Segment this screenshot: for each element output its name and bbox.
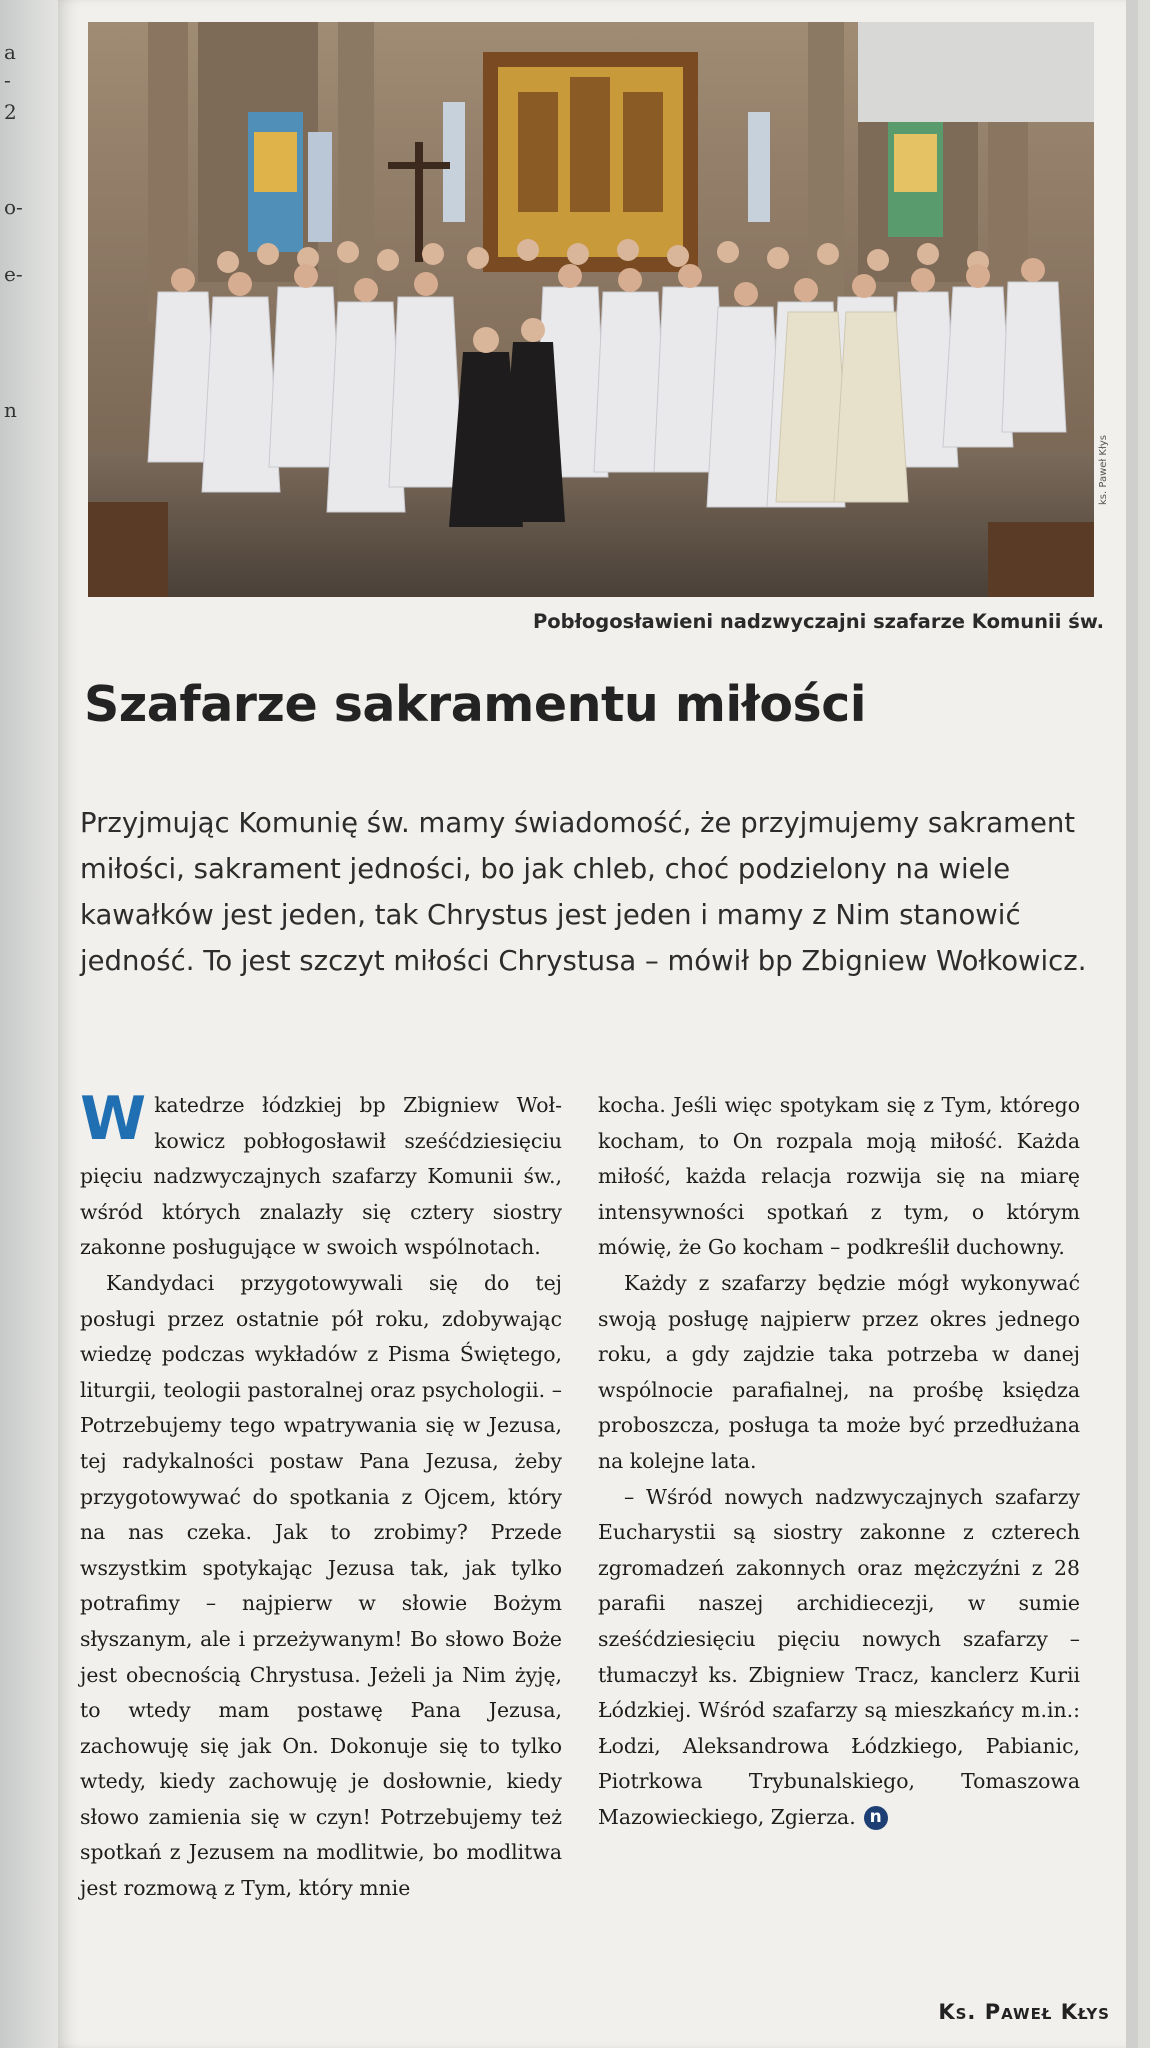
paragraph: kocha. Jeśli więc spotykam się z Tym, którego kocham, to On rozpala moją miłość. Każda miłość, każda relacja rozwija się na miarę intensywności spotkań z tym, o którym mówię, że Go kocham – podkreślił duchowny. bbox=[598, 1093, 1080, 1260]
article-author: Ks. Paweł Kłys bbox=[938, 2000, 1110, 2024]
adjacent-fragment: - bbox=[4, 68, 11, 92]
photo-caption: Pobłogosławieni nadzwyczajni szafarze Komunii św. bbox=[532, 610, 1104, 633]
paragraph-text: – Wśród nowych nadzwyczajnych szafarzy Eucharystii są siostry zakonne z czterech zgromadzeń zakonnych oraz mężczyźni z 28 parafii naszej archidiecezji, w sumie sześćdziesięciu pięciu nowych szafarzy – tłumaczył ks. Zbigniew Tracz, kanclerz Kurii Łódzkiej. Wśród szafarzy są mieszkańcy m.in.: Łodzi, Aleksandrowa Łódzkiego, Pabianic, Piotrkowa Trybunalskiego, Tomaszowa Mazowieckiego, Zgierza. bbox=[598, 1484, 1080, 1829]
paragraph: Każdy z szafarzy będzie mógł wykonywać swoją posługę najpierw przez okres jednego roku, a gdy zajdzie taka potrzeba w danej wspólnocie parafialnej, na prośbę księdza proboszcza, posługa ta może być przedłużana na kolejne lata. bbox=[598, 1270, 1080, 1473]
adjacent-fragment: e- bbox=[4, 262, 23, 286]
adjacent-fragment: o- bbox=[4, 195, 23, 219]
group-photo bbox=[88, 22, 1094, 597]
article-title: Szafarze sakramentu miłości bbox=[84, 676, 867, 733]
paragraph bbox=[598, 1480, 1080, 1836]
end-mark-icon: n bbox=[864, 1806, 888, 1830]
adjacent-fragment: a bbox=[4, 40, 16, 64]
article-body bbox=[80, 1084, 1080, 1907]
adjacent-page-edge bbox=[0, 0, 59, 2048]
photo-credit: ks. Paweł Kłys bbox=[1098, 435, 1109, 505]
magazine-page bbox=[58, 0, 1138, 2048]
article-lead: Przyjmując Komunię św. mamy świadomość, że przyjmujemy sakrament miłości, sakrament jedności, bo jak chleb, choć podzielony na wiele kawałków jest jeden, tak Chrystus jest jeden i mamy z Nim stanowić jedność. To jest szczyt miłości Chrystusa – mówił bp Zbigniew Wołkowicz. bbox=[80, 807, 1087, 977]
paragraph bbox=[80, 1084, 562, 1266]
paragraph-text: katedrze łódzkiej bp Zbigniew Wołkowicz pobłogosławił sześćdziesięciu pięciu nadzwyczajnych szafarzy Komunii św., wśród których znalazły się cztery siostry zakonne posługujące w swoich wspólnotach. bbox=[80, 1093, 562, 1260]
column-right bbox=[598, 1088, 1080, 1907]
cathedral-group-photo-illustration bbox=[88, 22, 1094, 597]
drop-cap: W bbox=[80, 1084, 147, 1154]
adjacent-fragment: n bbox=[4, 398, 17, 422]
page-edge bbox=[1126, 0, 1138, 2048]
column-left bbox=[80, 1084, 562, 1907]
paragraph: Kandydaci przygotowywali się do tej posługi przez ostatnie pół roku, zdobywając wiedzę podczas wykładów z Pisma Świętego, liturgii, teologii pastoralnej oraz psychologii. – Potrzebujemy tego wpatrywania się w Jezusa, tej radykalności postaw Pana Jezusa, żeby przygotowywać do spotkania z Ojcem, który na nas czeka. Jak to zrobimy? Przede wszystkim spotykając Jezusa tak, jak tylko potrafimy – najpierw w słowie Bożym słyszanym, ale i przeżywanym! Bo słowo Boże jest obecnością Chrystusa. Jeżeli ja Nim żyję, to wtedy mam postawę Pana Jezusa, zachowuję się jak On. Dokonuje się to tylko wtedy, kiedy zachowuję je dosłownie, kiedy słowo zamienia się w czyn! Potrzebujemy też spotkań z Jezusem na modlitwie, bo modlitwa jest rozmową z Tym, który mnie bbox=[80, 1270, 562, 1901]
adjacent-fragment: 2 bbox=[4, 100, 17, 124]
